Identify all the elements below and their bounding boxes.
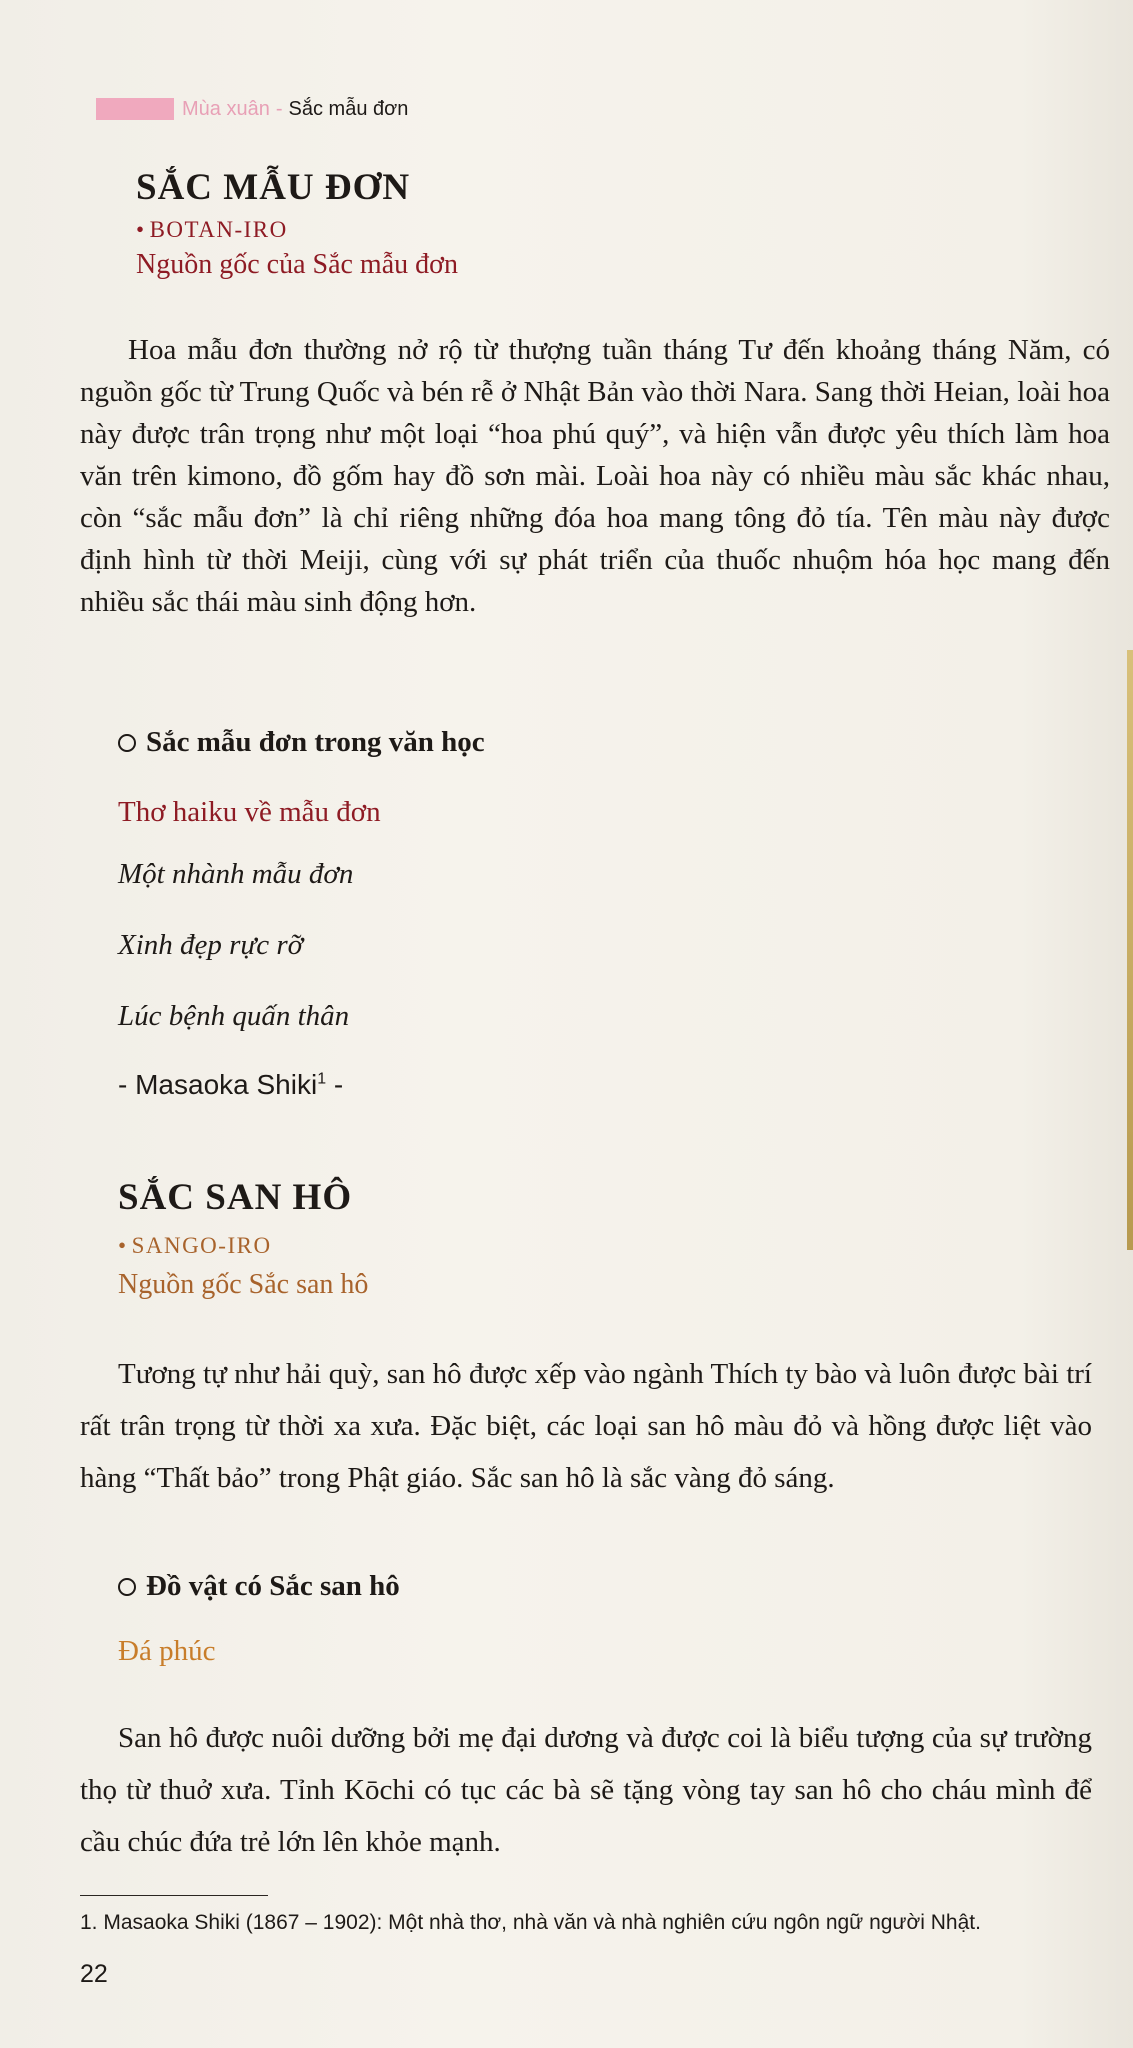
running-header <box>96 94 408 124</box>
page-edge-tab <box>1127 650 1133 1250</box>
object-body <box>80 1712 1092 1868</box>
poem-line: Xinh đẹp rực rỡ <box>118 929 304 961</box>
section-title: SẮC SAN HÔ <box>118 1177 353 1218</box>
section-botan <box>136 166 1096 281</box>
attribution-end: - <box>326 1069 344 1100</box>
object-name: Đá phúc <box>118 1635 216 1667</box>
attribution-text: - Masaoka Shiki <box>118 1069 318 1100</box>
paragraph: San hô được nuôi dưỡng bởi mẹ đại dương và được coi là biểu tượng của sự trường thọ từ thuở xưa. Tỉnh Kōchi có tục các bà sẽ tặng vòng tay san hô cho cháu mình để cầu chúc đứa trẻ lớn lên khỏe mạnh. <box>80 1722 1092 1858</box>
objects-heading <box>118 1570 1078 1603</box>
footnote-ref: 1 <box>317 1070 327 1088</box>
poem-attribution <box>118 1069 1078 1101</box>
origin-heading: Nguồn gốc Sắc san hô <box>118 1269 369 1300</box>
paragraph: Tương tự như hải quỳ, san hô được xếp vào ngành Thích ty bào và luôn được bài trí rất trân trọng từ thời xa xưa. Đặc biệt, các loại san hô màu đỏ và hồng được liệt vào hàng “Thất bảo” trong Phật giáo. Sắc san hô là sắc vàng đỏ sáng. <box>80 1358 1092 1494</box>
literature-heading-text: Sắc mẫu đơn trong văn học <box>146 726 485 758</box>
objects-block <box>118 1570 1078 1668</box>
footnote: 1. Masaoka Shiki (1867 – 1902): Một nhà thơ, nhà văn và nhà nghiên cứu ngôn ngữ người Nhật. <box>80 1911 981 1934</box>
paragraph: Hoa mẫu đơn thường nở rộ từ thượng tuần tháng Tư đến khoảng tháng Năm, có nguồn gốc từ Trung Quốc và bén rễ ở Nhật Bản vào thời Nara. Sang thời Heian, loài hoa này được trân trọng như một loại “hoa phú quý”, và hiện vẫn được yêu thích làm hoa văn trên kimono, đồ gốm hay đồ sơn mài. Loài hoa này có nhiều màu sắc khác nhau, còn “sắc mẫu đơn” là chỉ riêng những đóa hoa mang tông đỏ tía. Tên màu này được định hình từ thời Meiji, cùng với sự phát triển của thuốc nhuộm hóa học mang đến nhiều sắc thái màu sinh động hơn. <box>80 334 1110 618</box>
page-number: 22 <box>80 1960 108 1988</box>
poem-line: Lúc bệnh quấn thân <box>118 1000 350 1032</box>
section-sango-body <box>80 1348 1092 1504</box>
section-sango <box>118 1176 1078 1301</box>
section-romaji: • SANGO-IRO <box>118 1233 272 1258</box>
poem-line: Một nhành mẫu đơn <box>118 858 354 890</box>
section-title: SẮC MẪU ĐƠN <box>136 167 411 208</box>
header-separator: - <box>275 97 283 120</box>
header-color-bar <box>96 98 174 120</box>
footnote-divider <box>80 1895 268 1896</box>
origin-heading: Nguồn gốc của Sắc mẫu đơn <box>136 249 458 280</box>
romaji-text: SANGO-IRO <box>131 1233 272 1258</box>
objects-heading-text: Đồ vật có Sắc san hô <box>146 1570 400 1602</box>
section-romaji: • BOTAN-IRO <box>136 217 288 242</box>
bullet-circle-icon <box>118 1578 136 1596</box>
literature-block <box>118 726 1078 759</box>
header-season: Mùa xuân <box>182 97 270 120</box>
poem-block <box>118 796 1078 1101</box>
literature-heading <box>118 726 1078 759</box>
header-current-topic: Sắc mẫu đơn <box>288 97 409 120</box>
bullet-circle-icon <box>118 734 136 752</box>
romaji-text: BOTAN-IRO <box>149 217 288 242</box>
section-botan-body <box>80 329 1110 623</box>
poem-heading: Thơ haiku về mẫu đơn <box>118 796 381 828</box>
